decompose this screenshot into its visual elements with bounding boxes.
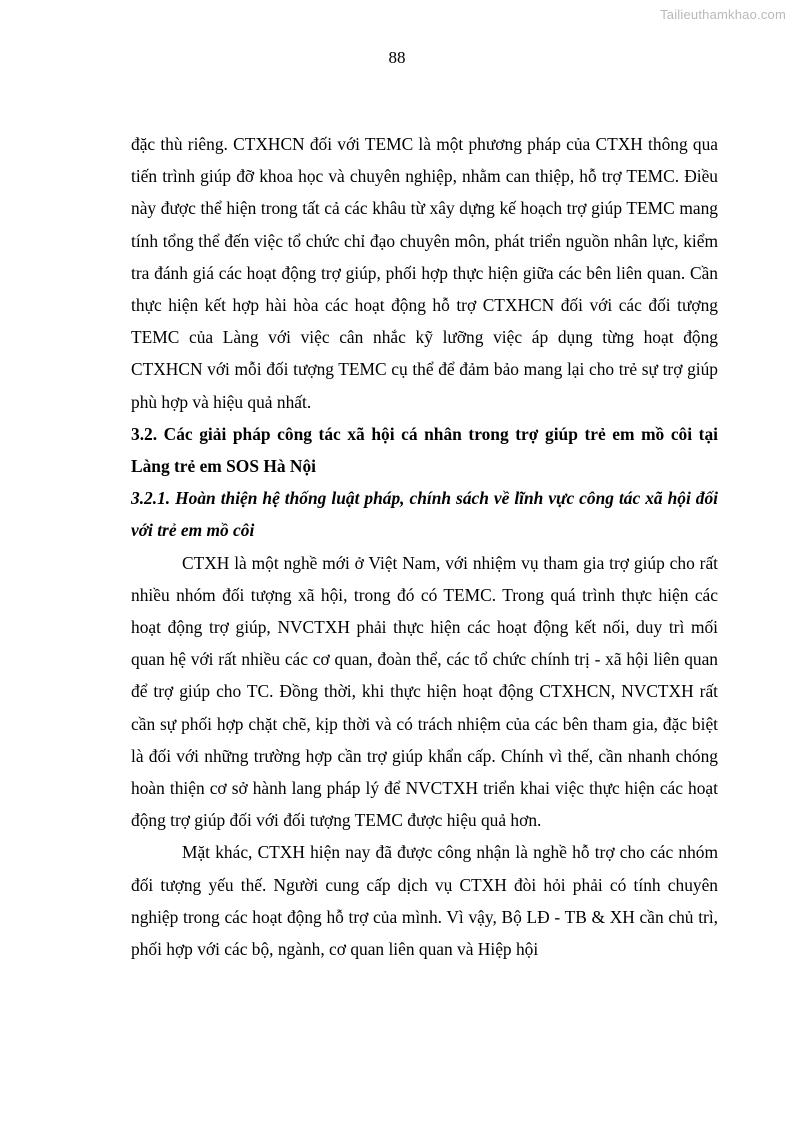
paragraph-professional-services: Mặt khác, CTXH hiện nay đã được công nhận là nghề hỗ trợ cho các nhóm đối tượng yếu thế. Người cung cấp dịch vụ CTXH đòi hỏi phải có tính chuyên nghiệp trong các hoạt động hỗ trợ của mình. Vì vậy, Bộ LĐ - TB & XH cần chủ trì, phối hợp với các bộ, ngành, cơ quan liên quan và Hiệp hội <box>131 842 718 960</box>
watermark: Tailieuthamkhao.com <box>660 7 786 22</box>
paragraph-ctxh-profession: CTXH là một nghề mới ở Việt Nam, với nhiệm vụ tham gia trợ giúp cho rất nhiều nhóm đối tượng xã hội, trong đó có TEMC. Trong quá trình thực hiện các hoạt động trợ giúp, NVCTXH phải thực hiện các hoạt động kết nối, duy trì mối quan hệ với rất nhiều các cơ quan, đoàn thể, các tổ chức chính trị - xã hội liên quan để trợ giúp cho TC. Đồng thời, khi thực hiện hoạt động CTXHCN, NVCTXH rất cần sự phối hợp chặt chẽ, kịp thời và có trách nhiệm của các bên tham gia, đặc biệt là đối với những trường hợp cần trợ giúp khẩn cấp. Chính vì thế, cần nhanh chóng hoàn thiện cơ sở hành lang pháp lý để NVCTXH triển khai việc thực hiện các hoạt động trợ giúp đối với đối tượng TEMC được hiệu quả hơn. <box>131 552 718 831</box>
subsection-heading-3-2-1: 3.2.1. Hoàn thiện hệ thống luật pháp, chính sách về lĩnh vực công tác xã hội đối với trẻ em mồ côi <box>131 488 718 541</box>
section-heading-3-2: 3.2. Các giải pháp công tác xã hội cá nhân trong trợ giúp trẻ em mồ côi tại Làng trẻ em SOS Hà Nội <box>131 423 718 477</box>
paragraph-intro: đặc thù riêng. CTXHCN đối với TEMC là một phương pháp của CTXH thông qua tiến trình giúp đỡ khoa học và chuyên nghiệp, nhằm can thiệp, hỗ trợ TEMC. Điều này được thể hiện trong tất cả các khâu từ xây dựng kế hoạch trợ giúp TEMC mang tính tổng thể đến việc tổ chức chỉ đạo chuyên môn, phát triển nguồn nhân lực, kiểm tra đánh giá các hoạt động trợ giúp, phối hợp thực hiện giữa các bên liên quan. Cần thực hiện kết hợp hài hòa các hoạt động hỗ trợ CTXHCN đối với các đối tượng TEMC của Làng với việc cân nhắc kỹ lưỡng việc áp dụng từng hoạt động CTXHCN với mỗi đối tượng TEMC cụ thể để đảm bảo mang lại cho trẻ sự trợ giúp phù hợp và hiệu quả nhất. <box>131 134 718 412</box>
page-number: 88 <box>388 48 406 67</box>
document-body <box>131 128 718 965</box>
